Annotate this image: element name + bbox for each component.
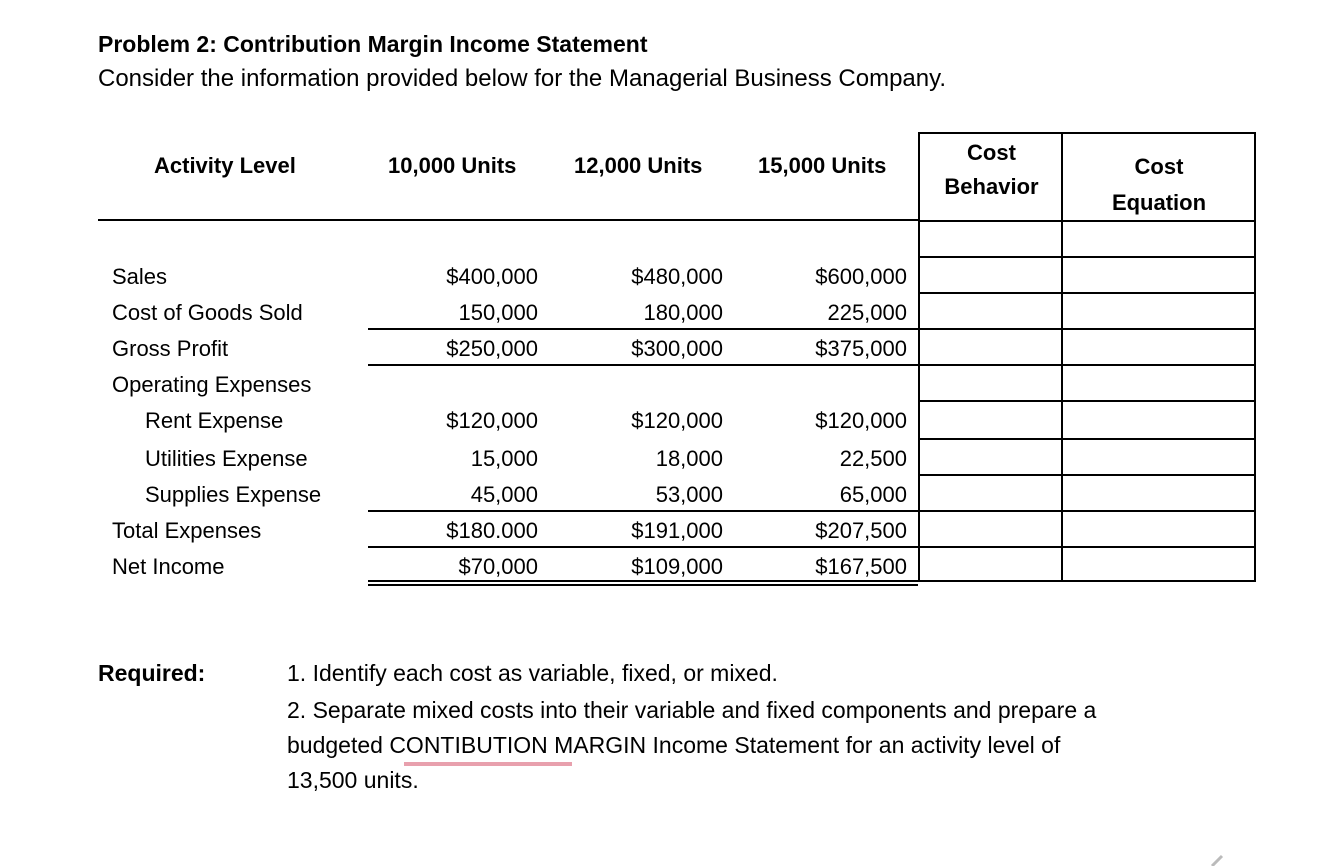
required-item-2-end: 13,500 units. <box>287 767 419 793</box>
required-item-1: 1. Identify each cost as variable, fixed, or mixed. <box>287 660 778 686</box>
grid-line <box>918 328 1256 330</box>
row-label-supplies-expense: Supplies Expense <box>145 482 322 507</box>
cell-sales-12000: $480,000 <box>631 264 723 289</box>
header-rule <box>98 219 920 221</box>
header-cost-equation-line1: Cost <box>1134 154 1184 179</box>
cost-grid-outline <box>918 132 1256 582</box>
row-label-rent-expense: Rent Expense <box>145 408 284 433</box>
spellcheck-underline <box>404 762 572 766</box>
header-15000-units: 15,000 Units <box>758 153 887 178</box>
problem-subtitle: Consider the information provided below for the Managerial Business Company. <box>98 65 947 92</box>
grid-line <box>918 364 1256 366</box>
problem-title: Problem 2: Contribution Margin Income Statement <box>98 31 648 57</box>
cell-gross-profit-15000: $375,000 <box>815 336 907 361</box>
row-label-total-expenses: Total Expenses <box>112 518 262 543</box>
cell-utilities-15000: 22,500 <box>839 446 907 471</box>
cell-net-income-15000: $167,500 <box>815 554 907 579</box>
required-item-2: 2. Separate mixed costs into their variable and fixed components and prepare a <box>287 697 1097 723</box>
cell-sales-10000: $400,000 <box>446 264 538 289</box>
header-activity-level: Activity Level <box>154 153 296 178</box>
row-label-cogs: Cost of Goods Sold <box>112 300 303 325</box>
header-cost-behavior-line2: Behavior <box>944 174 1039 199</box>
subtotal-rule-cogs <box>368 328 918 330</box>
header-12000-units: 12,000 Units <box>574 153 703 178</box>
cell-rent-10000: $120,000 <box>446 408 538 433</box>
grid-line <box>918 256 1256 258</box>
required-item-2-continued: budgeted CONTIBUTION MARGIN Income Statement for an activity level of <box>287 732 1061 758</box>
header-cost-behavior-line1: Cost <box>967 140 1016 165</box>
subtotal-rule-gross-profit <box>368 364 918 366</box>
grid-line <box>918 292 1256 294</box>
row-label-net-income: Net Income <box>112 554 225 579</box>
cell-rent-12000: $120,000 <box>631 408 723 433</box>
grid-line <box>918 220 1256 222</box>
subtotal-rule-total-expenses <box>368 546 918 548</box>
double-rule-top <box>368 580 918 582</box>
row-label-sales: Sales <box>112 264 168 289</box>
cell-supplies-10000: 45,000 <box>470 482 538 507</box>
header-cost-equation-line2: Equation <box>1111 190 1207 215</box>
header-10000-units: 10,000 Units <box>388 153 517 178</box>
cell-rent-15000: $120,000 <box>815 408 907 433</box>
cell-supplies-12000: 53,000 <box>655 482 723 507</box>
row-label-gross-profit: Gross Profit <box>112 336 229 361</box>
cost-grid-divider <box>1061 132 1063 582</box>
row-label-operating-expenses: Operating Expenses <box>112 372 312 397</box>
grid-line <box>918 546 1256 548</box>
cell-gross-profit-12000: $300,000 <box>631 336 723 361</box>
cell-total-expenses-12000: $191,000 <box>631 518 723 543</box>
cell-net-income-12000: $109,000 <box>631 554 723 579</box>
grid-line <box>918 510 1256 512</box>
row-label-utilities-expense: Utilities Expense <box>145 446 308 471</box>
cell-sales-15000: $600,000 <box>815 264 907 289</box>
cell-cogs-10000: 150,000 <box>458 300 538 325</box>
cell-supplies-15000: 65,000 <box>839 482 907 507</box>
grid-line <box>918 400 1256 402</box>
double-rule-bottom <box>368 584 918 586</box>
grid-line <box>918 474 1256 476</box>
cell-gross-profit-10000: $250,000 <box>446 336 538 361</box>
cell-total-expenses-15000: $207,500 <box>815 518 907 543</box>
corner-cursor-icon <box>1210 852 1224 866</box>
cell-utilities-10000: 15,000 <box>470 446 538 471</box>
cell-total-expenses-10000: $180.000 <box>446 518 538 543</box>
required-label: Required: <box>98 660 206 686</box>
cell-utilities-12000: 18,000 <box>655 446 723 471</box>
grid-line <box>918 438 1256 440</box>
cell-cogs-12000: 180,000 <box>643 300 723 325</box>
cell-cogs-15000: 225,000 <box>827 300 907 325</box>
cell-net-income-10000: $70,000 <box>458 554 538 579</box>
subtotal-rule-supplies <box>368 510 918 512</box>
